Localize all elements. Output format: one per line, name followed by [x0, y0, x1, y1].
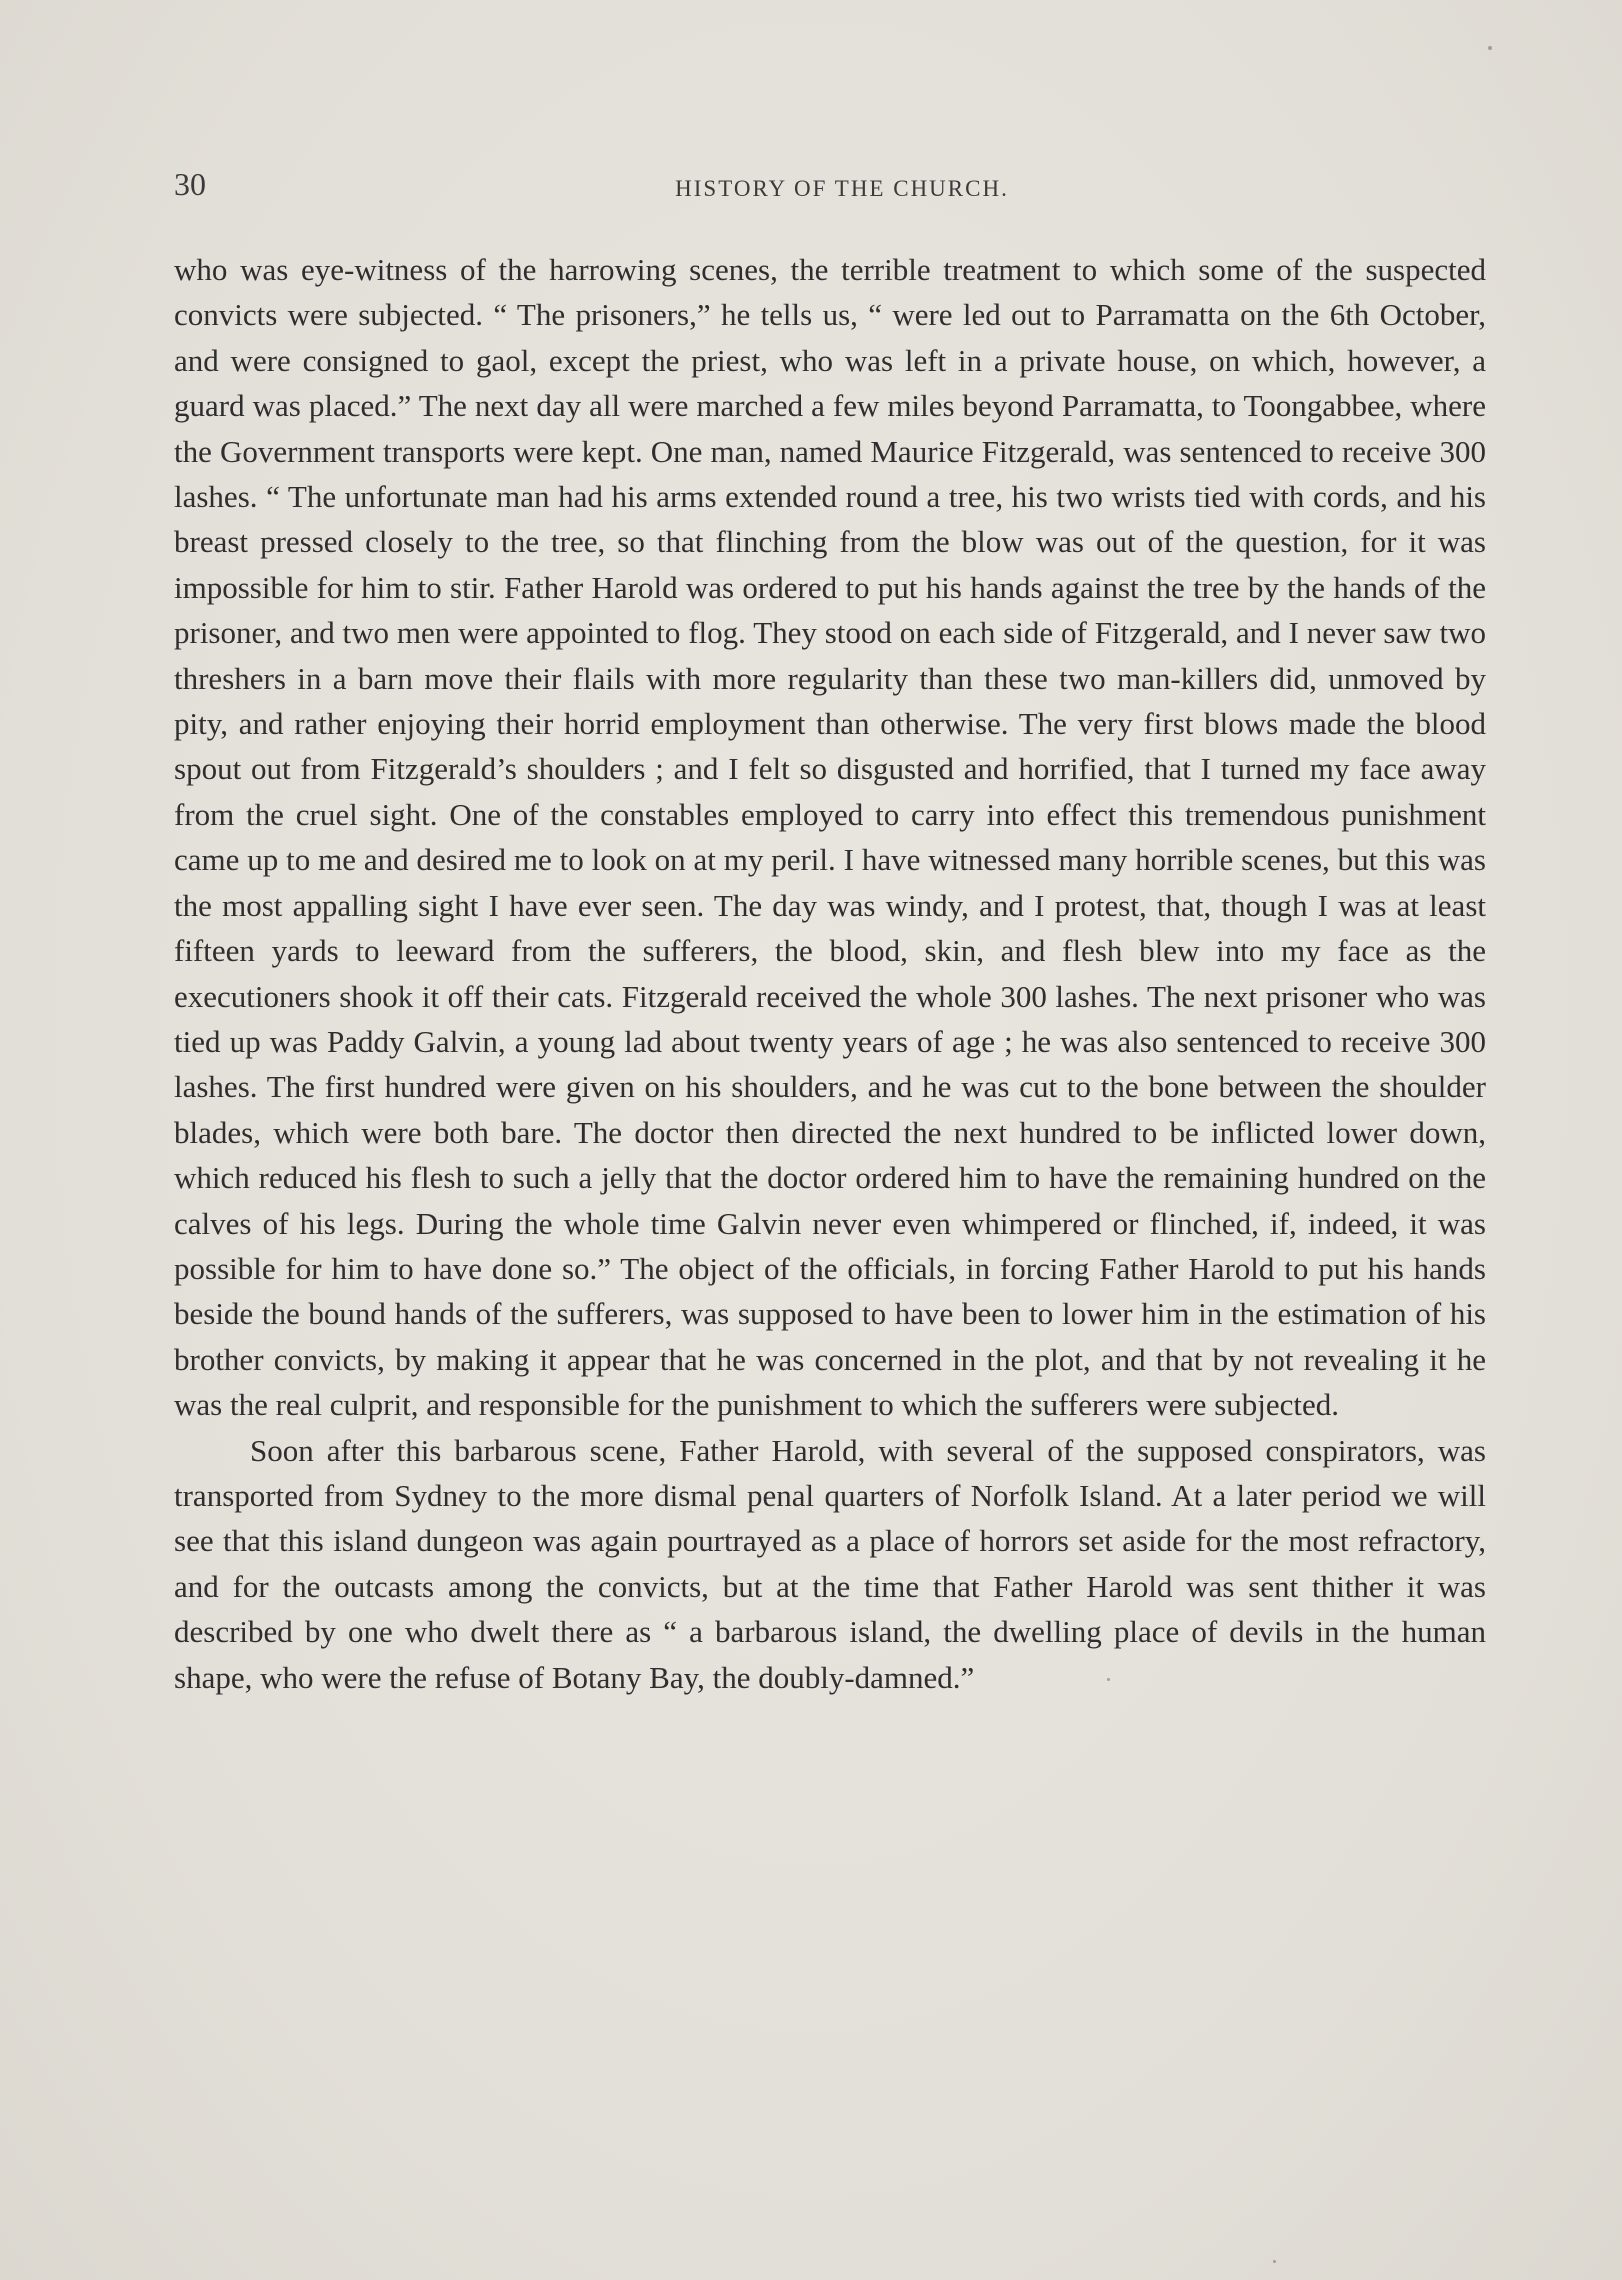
running-title: HISTORY OF THE CHURCH.: [675, 176, 1009, 201]
paragraph-2: Soon after this barbarous scene, Father Harold, with several of the supposed conspirators, was transported from Sydney to the more dismal penal quarters of Norfolk Island. At a later period we will see that this island dungeon was again pourtrayed as a place of horrors set aside for the most refractory, and for the outcasts among the convicts, but at the time that Father Harold was sent thither it was described by one who dwelt there as “ a barbarous island, the dwelling place of devils in the human shape, who were the refuse of Botany Bay, the doubly-damned.”: [174, 1432, 1486, 1695]
body-text: [174, 247, 1486, 1700]
page-number: 30: [174, 166, 206, 202]
running-head: [174, 166, 1486, 216]
paper-speck: [1488, 46, 1492, 50]
paper-speck: [1273, 2260, 1276, 2263]
paragraph-1: who was eye-witness of the harrowing scenes, the terrible treatment to which some of the suspected convicts were subjected. “ The prisoners,” he tells us, “ were led out to Parramatta on the 6th October, and were consigned to gaol, except the priest, who was left in a private house, on which, however, a guard was placed.” The next day all were marched a few miles beyond Parramatta, to Toongabbee, where the Government transports were kept. One man, named Maurice Fitzgerald, was sentenced to receive 300 lashes. “ The unfortunate man had his arms extended round a tree, his two wrists tied with cords, and his breast pressed closely to the tree, so that flinching from the blow was out of the question, for it was impossible for him to stir. Father Harold was ordered to put his hands against the tree by the hands of the prisoner, and two men were appointed to flog. They stood on each side of Fitzgerald, and I never saw two threshers in a barn move their flails with more regularity than these two man-killers did, unmoved by pity, and rather enjoying their horrid employment than otherwise. The very first blows made the blood spout out from Fitzgerald’s shoulders ; and I felt so disgusted and horrified, that I turned my face away from the cruel sight. One of the constables employed to carry into effect this tremendous punishment came up to me and desired me to look on at my peril. I have witnessed many horrible scenes, but this was the most appalling sight I have ever seen. The day was windy, and I protest, that, though I was at least fifteen yards to leeward from the sufferers, the blood, skin, and flesh blew into my face as the executioners shook it off their cats. Fitzgerald received the whole 300 lashes. The next prisoner who was tied up was Paddy Galvin, a young lad about twenty years of age ; he was also sentenced to receive 300 lashes. The first hundred were given on his shoulders, and he was cut to the bone between the shoulder blades, which were both bare. The doctor then directed the next hundred to be inflicted lower down, which reduced his flesh to such a jelly that the doctor ordered him to have the remaining hundred on the calves of his legs. During the whole time Galvin never even whimpered or flinched, if, indeed, it was possible for him to have done so.” The object of the officials, in forcing Father Harold to put his hands beside the bound hands of the sufferers, was supposed to have been to lower him in the estimation of his brother convicts, by making it appear that he was concerned in the plot, and that by not revealing it he was the real culprit, and responsible for the punishment to which the sufferers were subjected.: [174, 252, 1486, 1423]
paper-speck: [1107, 1678, 1110, 1681]
